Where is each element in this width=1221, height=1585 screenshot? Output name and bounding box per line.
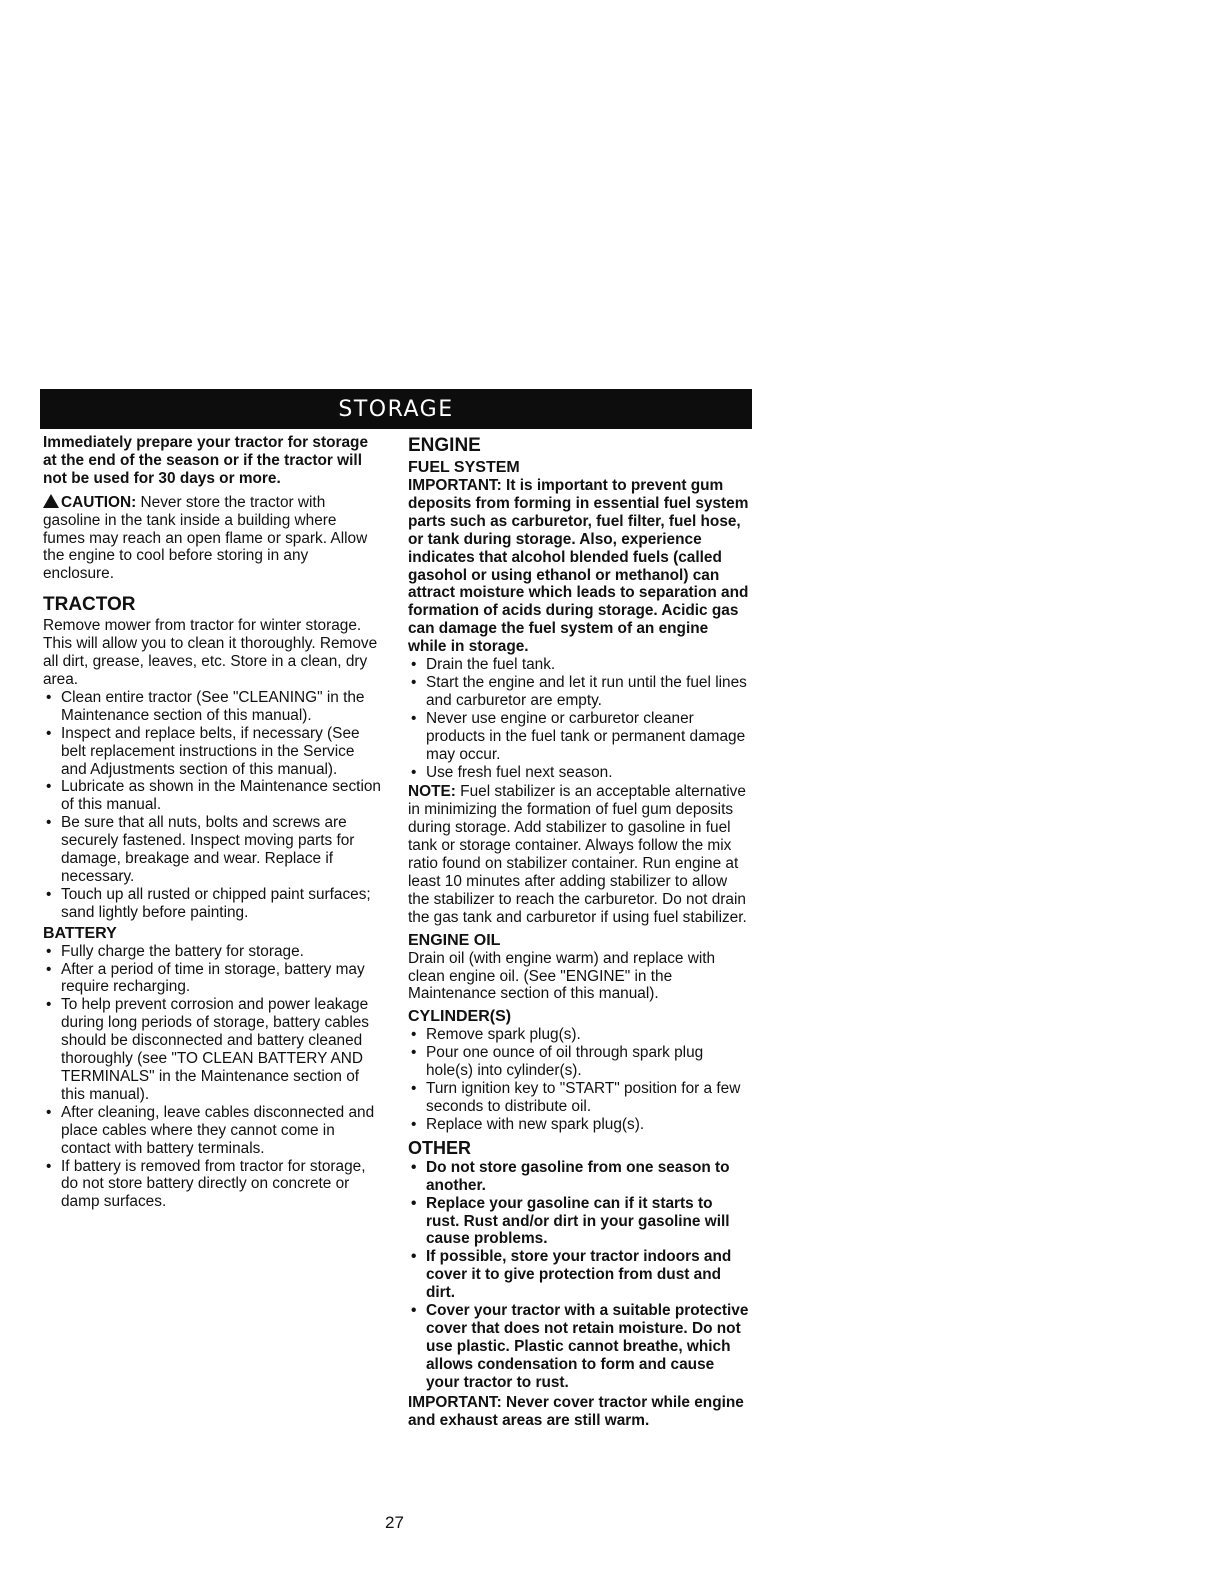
battery-list	[43, 943, 381, 1212]
list-item: • Remove spark plug(s).	[408, 1026, 750, 1044]
list-item: • To help prevent corrosion and power leakage during long periods of storage, battery cables should be disconnected and battery cleaned thoroughly (see "TO CLEAN BATTERY AND TERMINALS" in the Maintenance section of this manual).	[43, 996, 381, 1103]
list-item: • Start the engine and let it run until the fuel lines and carburetor are empty.	[408, 674, 750, 710]
list-item: • Cover your tractor with a suitable protective cover that does not retain moisture. Do not use plastic. Plastic cannot breathe, which allows condensation to form and cause your tractor to rust.	[408, 1302, 750, 1392]
fuel-system-heading: FUEL SYSTEM	[408, 459, 520, 476]
fuel-important-text: It is important to prevent gum deposits from forming in essential fuel system parts such as carburetor, fuel filter, fuel hose, or tank during storage. Also, experience indicates that alcohol blended fuels (called gasohol or using ethanol or methanol) can attract moisture which leads to separation and formation of acids during storage. Acidic gas can damage the fuel system of an engine while in storage.	[408, 477, 749, 656]
list-item: • Pour one ounce of oil through spark plug hole(s) into cylinder(s).	[408, 1044, 750, 1080]
list-item: • Replace with new spark plug(s).	[408, 1116, 750, 1134]
list-item: • Replace your gasoline can if it starts to rust. Rust and/or dirt in your gasoline will cause problems.	[408, 1195, 750, 1249]
final-important-paragraph	[408, 1394, 750, 1430]
list-item: • Use fresh fuel next season.	[408, 764, 750, 782]
right-column	[408, 434, 750, 1429]
list-item: • After cleaning, leave cables disconnected and place cables where they cannot come in contact with battery terminals.	[43, 1104, 381, 1158]
list-item: • If battery is removed from tractor for storage, do not store battery directly on concrete or damp surfaces.	[43, 1158, 381, 1212]
caution-label: CAUTION:	[61, 493, 137, 511]
engine-heading: ENGINE	[408, 435, 481, 456]
left-column	[43, 434, 381, 1213]
note-paragraph	[408, 783, 750, 926]
list-item: • Never use engine or carburetor cleaner products in the fuel tank or permanent damage may occur.	[408, 710, 750, 764]
list-item: • After a period of time in storage, battery may require recharging.	[43, 961, 381, 997]
note-text: Fuel stabilizer is an acceptable alternative in minimizing the formation of fuel gum deposits during storage. Add stabilizer to gasoline in fuel tank or storage container. Always follow the mix ratio found on stabilizer container. Run engine at least 10 minutes after adding stabilizer to allow the stabilizer to reach the carburetor. Do not drain the gas tank and carburetor if using fuel stabilizer.	[408, 783, 747, 926]
list-item: • If possible, store your tractor indoors and cover it to give protection from dust and dirt.	[408, 1248, 750, 1302]
tractor-list	[43, 689, 381, 922]
list-item: • Clean entire tractor (See "CLEANING" in the Maintenance section of this manual).	[43, 689, 381, 725]
tractor-paragraph: Remove mower from tractor for winter storage. This will allow you to clean it thoroughly. Remove all dirt, grease, leaves, etc. Store in a clean, dry area.	[43, 617, 378, 688]
note-label: NOTE:	[408, 783, 456, 801]
tractor-heading: TRACTOR	[43, 594, 136, 616]
final-important-label: IMPORTANT:	[408, 1393, 502, 1411]
list-item: • Be sure that all nuts, bolts and screws are securely fastened. Inspect moving parts for damage, breakage and wear. Replace if necessary.	[43, 814, 381, 886]
section-title: STORAGE	[338, 396, 454, 422]
caution-text: Never store the tractor with gasoline in the tank inside a building where fumes may reach an open flame or spark. Allow the engine to cool before storing in any enclosure.	[43, 493, 368, 583]
list-item: • Inspect and replace belts, if necessary (See belt replacement instructions in the Service and Adjustments section of this manual).	[43, 725, 381, 779]
engine-oil-paragraph: Drain oil (with engine warm) and replace with clean engine oil. (See "ENGINE" in the Maintenance section of this manual).	[408, 949, 716, 1003]
page-number: 27	[385, 1513, 404, 1532]
list-item: • Touch up all rusted or chipped paint surfaces; sand lightly before painting.	[43, 886, 381, 922]
list-item: • Lubricate as shown in the Maintenance section of this manual.	[43, 778, 381, 814]
intro-paragraph: Immediately prepare your tractor for storage at the end of the season or if the tractor will not be used for 30 days or more.	[43, 434, 369, 487]
list-item: • Drain the fuel tank.	[408, 656, 750, 674]
list-item: • Do not store gasoline from one season to another.	[408, 1159, 750, 1195]
other-heading: OTHER	[408, 1137, 471, 1158]
cylinders-list	[408, 1026, 750, 1133]
cylinders-heading: CYLINDER(S)	[408, 1008, 512, 1026]
section-header-bar	[40, 389, 752, 429]
list-item: • Turn ignition key to "START" position for a few seconds to distribute oil.	[408, 1080, 750, 1116]
warning-triangle-icon	[43, 494, 59, 508]
important-label: IMPORTANT:	[408, 477, 502, 494]
battery-heading: BATTERY	[43, 924, 117, 942]
final-important-text: Never cover tractor while engine and exhaust areas are still warm.	[408, 1393, 744, 1429]
fuel-list	[408, 656, 750, 781]
other-list	[408, 1159, 750, 1392]
fuel-important-paragraph	[408, 477, 750, 656]
list-item: • Fully charge the battery for storage.	[43, 943, 381, 961]
caution-paragraph	[43, 494, 381, 584]
engine-oil-heading: ENGINE OIL	[408, 931, 501, 949]
